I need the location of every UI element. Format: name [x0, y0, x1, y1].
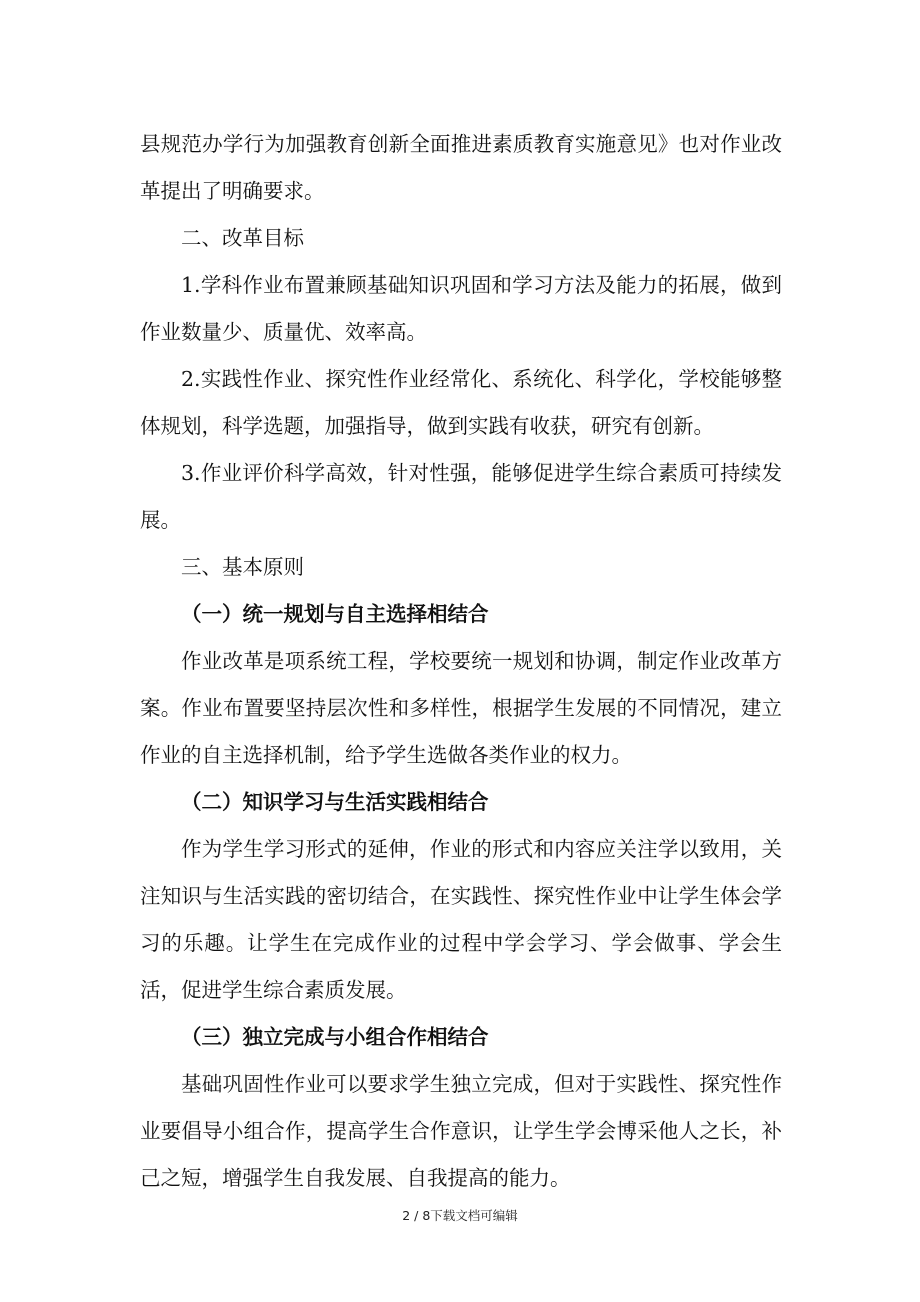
paragraph-principle-3: 基础巩固性作业可以要求学生独立完成，但对于实践性、探究性作业要倡导小组合作，提高学生合作意识，让学生学会博采他人之长，补己之短，增强学生自我发展、自我提高的能力。	[140, 1072, 782, 1190]
subheading-principle-3: （三）独立完成与小组合作相结合	[181, 1025, 489, 1049]
goal-item-1: 1.学科作业布置兼顾基础知识巩固和学习方法及能力的拓展，做到作业数量少、质量优、效率高。	[140, 273, 782, 344]
section-heading-principles: 三、基本原则	[181, 555, 304, 579]
paragraph-principle-2: 作为学生学习形式的延伸，作业的形式和内容应关注学以致用，关注知识与生活实践的密切结合，在实践性、探究性作业中让学生体会学习的乐趣。让学生在完成作业的过程中学会学习、学会做事、学会生活，促进学生综合素质发展。	[140, 837, 782, 1002]
paragraph-principle-1: 作业改革是项系统工程，学校要统一规划和协调，制定作业改革方案。作业布置要坚持层次性和多样性，根据学生发展的不同情况，建立作业的自主选择机制，给予学生选做各类作业的权力。	[140, 649, 782, 767]
page-footer: 2 / 8下载文档可编辑	[402, 1208, 518, 1223]
goal-item-2: 2.实践性作业、探究性作业经常化、系统化、科学化，学校能够整体规划，科学选题，加强指导，做到实践有收获，研究有创新。	[140, 367, 782, 438]
paragraph-continuation: 县规范办学行为加强教育创新全面推进素质教育实施意见》也对作业改革提出了明确要求。	[140, 132, 782, 203]
section-heading-goals: 二、改革目标	[181, 226, 304, 250]
subheading-principle-2: （二）知识学习与生活实践相结合	[181, 790, 489, 814]
document-body	[140, 121, 782, 1202]
goal-item-3: 3.作业评价科学高效，针对性强，能够促进学生综合素质可持续发展。	[140, 461, 782, 532]
subheading-principle-1: （一）统一规划与自主选择相结合	[181, 602, 489, 626]
